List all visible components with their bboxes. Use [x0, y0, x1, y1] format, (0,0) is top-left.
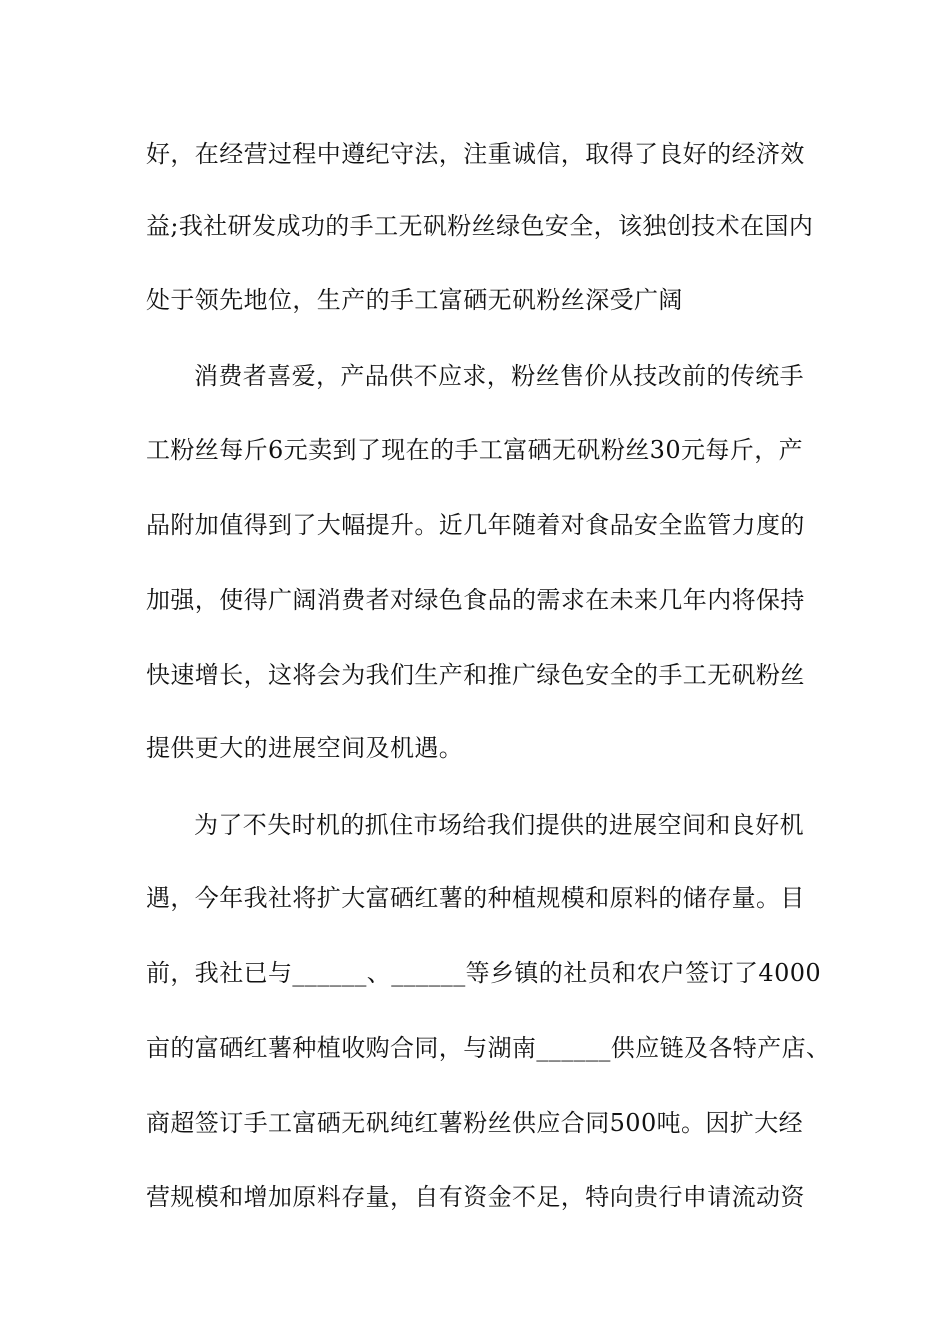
paragraph-line: 益;我社研发成功的手工无矾粉丝绿色安全，该独创技术在国内: [146, 212, 814, 240]
paragraph-line: 工粉丝每斤6元卖到了现在的手工富硒无矾粉丝30元每斤，产: [146, 436, 804, 464]
paragraph-line: 亩的富硒红薯种植收购合同，与湖南______供应链及各特产店、: [146, 1034, 831, 1062]
paragraph-line: 营规模和增加原料存量，自有资金不足，特向贵行申请流动资: [146, 1183, 805, 1211]
paragraph-line: 商超签订手工富硒无矾纯红薯粉丝供应合同500吨。因扩大经: [146, 1109, 804, 1137]
paragraph-line: 品附加值得到了大幅提升。近几年随着对食品安全监管力度的: [146, 511, 805, 539]
paragraph-line: 前，我社已与______、______等乡镇的社员和农户签订了4000: [146, 959, 822, 987]
paragraph-line: 遇，今年我社将扩大富硒红薯的种植规模和原料的储存量。目: [146, 884, 805, 912]
paragraph-line: 消费者喜爱，产品供不应求，粉丝售价从技改前的传统手: [194, 362, 804, 390]
paragraph-line: 加强，使得广阔消费者对绿色食品的需求在未来几年内将保持: [146, 586, 805, 614]
paragraph-line: 处于领先地位，生产的手工富硒无矾粉丝深受广阔: [146, 286, 683, 314]
paragraph-line: 为了不失时机的抓住市场给我们提供的进展空间和良好机: [194, 811, 804, 839]
paragraph-line: 快速增长，这将会为我们生产和推广绿色安全的手工无矾粉丝: [146, 661, 805, 689]
paragraph-line: 好，在经营过程中遵纪守法，注重诚信，取得了良好的经济效: [146, 140, 805, 168]
paragraph-line: 提供更大的进展空间及机遇。: [146, 734, 464, 762]
